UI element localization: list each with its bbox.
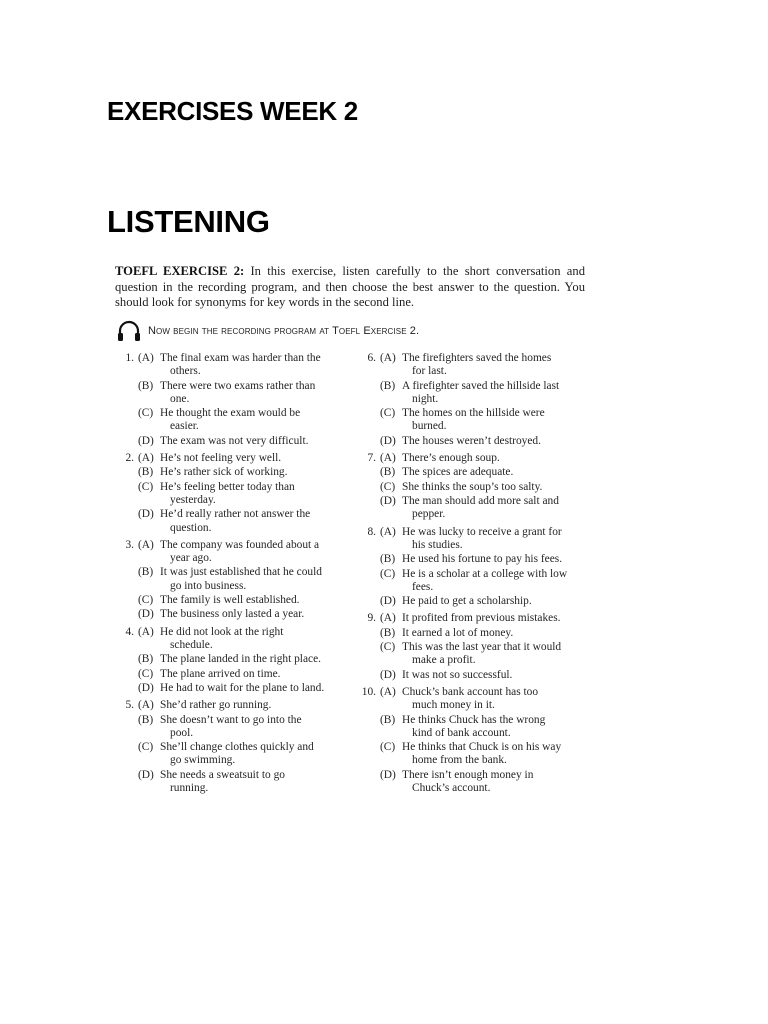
option-text — [160, 380, 349, 406]
option-line-continued: fees. — [412, 580, 434, 593]
question-number — [356, 769, 380, 795]
option-text — [160, 741, 349, 767]
option-line-continued: go into business. — [170, 579, 247, 592]
option-letter: (A) — [380, 451, 396, 464]
answer-option — [356, 553, 591, 566]
question-number — [114, 741, 138, 767]
question-number: 1. — [125, 352, 134, 364]
option-text — [160, 466, 349, 479]
question-number: 8. — [367, 525, 376, 538]
option-letter: (D) — [138, 608, 154, 621]
option-line: He is a scholar at a college with low — [402, 567, 568, 580]
option-letter: (A) — [380, 612, 396, 625]
option-line-continued: kind of bank account. — [412, 726, 511, 739]
option-text — [402, 612, 591, 625]
option-text — [160, 435, 349, 448]
option-line-continued: much money in it. — [412, 699, 495, 712]
option-line: He used his fortune to pay his fees. — [402, 553, 563, 566]
option-letter: (C) — [380, 567, 396, 580]
answer-option — [114, 539, 349, 565]
option-letter: (B) — [380, 466, 396, 479]
question-number — [114, 594, 138, 607]
answer-option — [114, 566, 349, 592]
option-text — [402, 714, 591, 740]
option-letter: (D) — [380, 768, 396, 781]
page-title: EXERCISES WEEK 2 — [107, 96, 358, 126]
answer-option — [356, 595, 591, 608]
question-number: 10. — [361, 685, 376, 698]
option-text — [160, 608, 349, 621]
answer-option — [114, 608, 349, 621]
option-letter: (D) — [138, 508, 154, 521]
headphones-icon — [116, 320, 142, 342]
question-number: 3. — [125, 538, 134, 551]
question-number — [114, 682, 138, 695]
option-line: The homes on the hillside were — [402, 407, 545, 420]
answer-option — [114, 407, 349, 433]
option-line: The firefighters saved the homes — [402, 352, 552, 364]
option-line: She thinks the soup’s too salty. — [402, 480, 543, 493]
option-line: It profited from previous mistakes. — [402, 612, 561, 625]
option-line-continued: for last. — [412, 365, 447, 378]
option-line-continued: others. — [170, 365, 201, 378]
option-text — [160, 626, 349, 652]
option-text — [402, 641, 591, 667]
option-letter: (B) — [380, 379, 396, 392]
question-item — [356, 452, 591, 522]
option-text — [402, 769, 591, 795]
option-line: The spices are adequate. — [402, 466, 514, 479]
option-letter: (D) — [138, 434, 154, 447]
option-letter: (B) — [380, 626, 396, 639]
question-number: 5. — [125, 699, 134, 712]
question-number — [356, 627, 380, 640]
answer-option — [356, 435, 591, 448]
option-text — [160, 508, 349, 534]
question-number — [114, 466, 138, 479]
answer-option — [356, 741, 591, 767]
answer-option — [356, 568, 591, 594]
option-text — [402, 568, 591, 594]
exercise-instructions-text: In this exercise, listen carefully to the short conversation and question in the recording program, and then choose the best answer to the question. You should look for synonyms for key words in the second line. — [115, 264, 585, 309]
option-line: A firefighter saved the hillside last — [402, 379, 560, 392]
question-number — [356, 568, 380, 594]
option-line: The final exam was harder than the — [160, 352, 321, 364]
answer-option — [114, 741, 349, 767]
option-text — [402, 481, 591, 494]
answer-option — [356, 352, 591, 378]
question-number — [356, 553, 380, 566]
option-text — [160, 407, 349, 433]
option-line-continued: Chuck’s account. — [412, 781, 491, 794]
option-line: The houses weren’t destroyed. — [402, 434, 541, 447]
answer-option — [356, 466, 591, 479]
option-letter: (B) — [138, 566, 154, 579]
question-number — [114, 380, 138, 406]
question-number — [114, 769, 138, 795]
option-letter: (C) — [380, 407, 396, 420]
answer-option — [114, 682, 349, 695]
question-number — [114, 714, 138, 740]
option-letter: (A) — [138, 699, 154, 712]
option-line: The plane arrived on time. — [160, 667, 281, 680]
option-line: He had to wait for the plane to land. — [160, 681, 325, 694]
option-letter: (A) — [380, 525, 396, 538]
option-text — [160, 699, 349, 712]
option-text — [402, 466, 591, 479]
answer-option — [356, 686, 591, 712]
question-number — [356, 495, 380, 521]
question-number — [356, 641, 380, 667]
option-line: It was just established that he could — [160, 566, 322, 579]
option-letter: (B) — [380, 713, 396, 726]
option-line: It was not so successful. — [402, 668, 513, 681]
option-letter: (D) — [380, 668, 396, 681]
answer-option — [356, 380, 591, 406]
option-text — [160, 682, 349, 695]
option-line: He did not look at the right — [160, 625, 284, 638]
option-line: The company was founded about a — [160, 538, 320, 551]
option-text — [160, 539, 349, 565]
question-number: 6. — [367, 352, 376, 364]
question-item — [356, 612, 591, 682]
option-letter: (B) — [138, 466, 154, 479]
option-line-continued: burned. — [412, 420, 447, 433]
answer-option — [356, 452, 591, 465]
question-item — [114, 699, 349, 795]
question-item — [356, 686, 591, 795]
answer-option — [356, 769, 591, 795]
option-text — [402, 595, 591, 608]
option-letter: (C) — [138, 480, 154, 493]
option-text — [160, 714, 349, 740]
option-line: The exam was not very difficult. — [160, 434, 309, 447]
question-number — [356, 714, 380, 740]
option-line-continued: running. — [170, 781, 209, 794]
option-line: She doesn’t want to go into the — [160, 713, 302, 726]
question-item — [114, 452, 349, 535]
option-letter: (C) — [380, 480, 396, 493]
answer-option — [114, 714, 349, 740]
option-letter: (B) — [138, 713, 154, 726]
answer-option — [356, 495, 591, 521]
option-letter: (C) — [138, 667, 154, 680]
option-letter: (B) — [380, 553, 396, 566]
option-letter: (C) — [380, 641, 396, 654]
answer-option — [356, 612, 591, 625]
option-letter: (C) — [138, 741, 154, 754]
option-letter: (D) — [380, 595, 396, 608]
option-line: She needs a sweatsuit to go — [160, 768, 285, 781]
option-text — [402, 495, 591, 521]
option-line: She’ll change clothes quickly and — [160, 741, 314, 754]
option-line: He thinks that Chuck is on his way — [402, 741, 562, 754]
option-text — [402, 352, 591, 378]
option-line: The business only lasted a year. — [160, 608, 305, 621]
option-line: The plane landed in the right place. — [160, 653, 321, 666]
question-number — [356, 466, 380, 479]
question-number — [356, 669, 380, 682]
answer-option — [114, 626, 349, 652]
answer-option — [114, 653, 349, 666]
answer-option — [356, 641, 591, 667]
option-line-continued: make a profit. — [412, 654, 476, 667]
option-line: He’d really rather not answer the — [160, 508, 311, 521]
answer-option — [356, 481, 591, 494]
answer-option — [114, 508, 349, 534]
option-letter: (A) — [380, 685, 396, 698]
question-number — [114, 566, 138, 592]
question-number: 7. — [367, 451, 376, 464]
question-number: 4. — [125, 625, 134, 638]
option-letter: (D) — [380, 495, 396, 508]
option-line: He thinks Chuck has the wrong — [402, 713, 546, 726]
question-item — [356, 352, 591, 448]
option-letter: (D) — [138, 681, 154, 694]
question-number — [114, 653, 138, 666]
option-text — [402, 741, 591, 767]
answer-option — [114, 452, 349, 465]
option-text — [160, 481, 349, 507]
option-line: It earned a lot of money. — [402, 626, 514, 639]
answer-option — [114, 352, 349, 378]
option-line-continued: one. — [170, 392, 190, 405]
question-item — [114, 352, 349, 448]
question-number — [114, 435, 138, 448]
option-text — [402, 452, 591, 465]
question-number — [114, 668, 138, 681]
option-line: She’d rather go running. — [160, 699, 272, 712]
option-line-continued: his studies. — [412, 538, 463, 551]
questions-left-column — [114, 352, 349, 799]
question-number — [356, 741, 380, 767]
option-line: He paid to get a scholarship. — [402, 595, 532, 608]
answer-option — [114, 668, 349, 681]
option-text — [402, 686, 591, 712]
option-text — [402, 435, 591, 448]
option-text — [160, 566, 349, 592]
option-text — [402, 669, 591, 682]
answer-option — [356, 669, 591, 682]
option-text — [160, 352, 349, 378]
option-text — [160, 452, 349, 465]
question-number — [356, 380, 380, 406]
questions-right-column — [356, 352, 591, 799]
option-line-continued: home from the bank. — [412, 754, 507, 767]
question-number — [356, 435, 380, 448]
option-line: He’s not feeling very well. — [160, 451, 282, 464]
option-letter: (D) — [138, 768, 154, 781]
option-line-continued: night. — [412, 392, 439, 405]
answer-option — [114, 481, 349, 507]
answer-option — [356, 627, 591, 640]
answer-option — [114, 466, 349, 479]
question-number — [356, 595, 380, 608]
option-letter: (B) — [138, 653, 154, 666]
answer-option — [356, 714, 591, 740]
option-line: He’s feeling better today than — [160, 480, 295, 493]
option-line: There were two exams rather than — [160, 379, 316, 392]
option-line-continued: go swimming. — [170, 754, 236, 767]
answer-option — [114, 594, 349, 607]
option-letter: (A) — [138, 352, 154, 364]
question-number — [114, 407, 138, 433]
question-number — [114, 508, 138, 534]
option-text — [160, 769, 349, 795]
answer-option — [114, 380, 349, 406]
answer-option — [114, 699, 349, 712]
option-text — [402, 627, 591, 640]
begin-recording-note — [116, 320, 419, 342]
option-text — [402, 380, 591, 406]
option-line: This was the last year that it would — [402, 641, 562, 654]
question-number — [114, 481, 138, 507]
option-letter: (C) — [138, 593, 154, 606]
exercise-label: TOEFL EXERCISE 2: — [115, 264, 245, 278]
question-number — [114, 608, 138, 621]
option-letter: (C) — [380, 741, 396, 754]
question-item — [114, 626, 349, 696]
answer-option — [114, 769, 349, 795]
option-line-continued: yesterday. — [170, 493, 216, 506]
option-line: He’s rather sick of working. — [160, 466, 288, 479]
option-line-continued: question. — [170, 521, 212, 534]
option-letter: (B) — [138, 379, 154, 392]
section-title: LISTENING — [107, 204, 270, 239]
answer-option — [114, 435, 349, 448]
option-letter: (A) — [138, 538, 154, 551]
option-line-continued: easier. — [170, 420, 199, 433]
question-number: 9. — [367, 612, 376, 625]
answer-option — [356, 526, 591, 552]
question-item — [356, 526, 591, 609]
option-letter: (D) — [380, 434, 396, 447]
option-letter: (C) — [138, 407, 154, 420]
option-line-continued: pepper. — [412, 508, 446, 521]
question-number: 2. — [125, 451, 134, 464]
option-line: The man should add more salt and — [402, 495, 559, 508]
question-item — [114, 539, 349, 622]
option-line: He thought the exam would be — [160, 407, 301, 420]
option-text — [402, 526, 591, 552]
option-text — [160, 594, 349, 607]
option-line-continued: year ago. — [170, 551, 212, 564]
option-text — [160, 668, 349, 681]
option-line-continued: pool. — [170, 726, 194, 739]
answer-option — [356, 407, 591, 433]
exercise-instructions — [115, 264, 585, 311]
option-line: There isn’t enough money in — [402, 768, 534, 781]
option-letter: (A) — [138, 451, 154, 464]
option-text — [402, 553, 591, 566]
option-text — [402, 407, 591, 433]
begin-recording-text: Now begin the recording program at Toefl Exercise 2. — [148, 325, 420, 337]
question-number — [356, 481, 380, 494]
option-line: The family is well established. — [160, 593, 300, 606]
option-letter: (A) — [380, 352, 396, 364]
option-line: He was lucky to receive a grant for — [402, 525, 562, 538]
option-line: Chuck’s bank account has too — [402, 685, 539, 698]
option-line: There’s enough soup. — [402, 451, 500, 464]
question-number — [356, 407, 380, 433]
option-line-continued: schedule. — [170, 638, 213, 651]
option-letter: (A) — [138, 625, 154, 638]
option-text — [160, 653, 349, 666]
